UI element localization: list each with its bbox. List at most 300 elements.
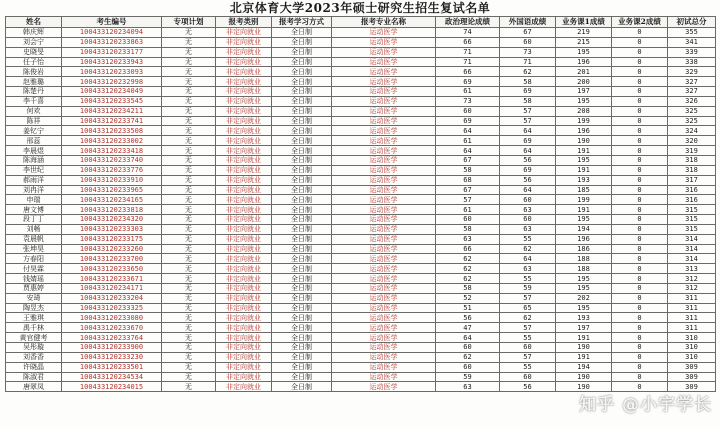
- cell-special-plan: 无: [162, 333, 216, 343]
- cell-foreign-language-score: 57: [500, 323, 556, 333]
- cell-category: 非定向就业: [216, 57, 272, 67]
- cell-subject1-score: 196: [556, 126, 612, 136]
- cell-politics-score: 67: [436, 185, 500, 195]
- table-row: [6, 205, 716, 215]
- cell-name: 陈楚丹: [6, 87, 62, 97]
- cell-total-score: 317: [668, 175, 716, 185]
- cell-politics-score: 62: [436, 264, 500, 274]
- cell-category: 非定向就业: [216, 362, 272, 372]
- cell-candidate-id: 100433120233700: [62, 254, 162, 264]
- cell-subject1-score: 219: [556, 28, 612, 38]
- cell-name: 黄官健考: [6, 333, 62, 343]
- cell-total-score: 319: [668, 146, 716, 156]
- cell-foreign-language-score: 69: [500, 87, 556, 97]
- cell-politics-score: 60: [436, 106, 500, 116]
- cell-candidate-id: 100433120234534: [62, 372, 162, 382]
- cell-subject2-score: 0: [612, 185, 668, 195]
- cell-candidate-id: 100433120233093: [62, 67, 162, 77]
- cell-special-plan: 无: [162, 352, 216, 362]
- cell-politics-score: 74: [436, 28, 500, 38]
- header-candidate-id: 考生编号: [62, 17, 162, 28]
- cell-subject1-score: 196: [556, 57, 612, 67]
- cell-foreign-language-score: 63: [500, 205, 556, 215]
- cell-category: 非定向就业: [216, 352, 272, 362]
- table-row: [6, 313, 716, 323]
- cell-category: 非定向就业: [216, 343, 272, 353]
- cell-total-score: 339: [668, 47, 716, 57]
- cell-subject1-score: 193: [556, 175, 612, 185]
- cell-subject1-score: 190: [556, 136, 612, 146]
- header-subject1-score: 业务课1成绩: [556, 17, 612, 28]
- cell-politics-score: 58: [436, 224, 500, 234]
- cell-subject1-score: 194: [556, 362, 612, 372]
- cell-foreign-language-score: 57: [500, 106, 556, 116]
- header-name: 姓名: [6, 17, 62, 28]
- cell-study-mode: 全日制: [272, 224, 332, 234]
- table-row: [6, 67, 716, 77]
- cell-category: 非定向就业: [216, 215, 272, 225]
- cell-major: 运动医学: [332, 323, 436, 333]
- cell-candidate-id: 100433120234320: [62, 215, 162, 225]
- cell-subject1-score: 196: [556, 234, 612, 244]
- cell-subject1-score: 195: [556, 47, 612, 57]
- cell-subject1-score: 191: [556, 165, 612, 175]
- cell-category: 非定向就业: [216, 205, 272, 215]
- cell-study-mode: 全日制: [272, 28, 332, 38]
- cell-name: 吴彤璇: [6, 343, 62, 353]
- cell-total-score: 309: [668, 362, 716, 372]
- table-row: [6, 47, 716, 57]
- cell-candidate-id: 100433120234211: [62, 106, 162, 116]
- cell-politics-score: 60: [436, 215, 500, 225]
- cell-study-mode: 全日制: [272, 215, 332, 225]
- cell-special-plan: 无: [162, 146, 216, 156]
- cell-subject2-score: 0: [612, 77, 668, 87]
- cell-study-mode: 全日制: [272, 77, 332, 87]
- cell-subject1-score: 201: [556, 67, 612, 77]
- cell-study-mode: 全日制: [272, 155, 332, 165]
- cell-politics-score: 69: [436, 77, 500, 87]
- cell-study-mode: 全日制: [272, 352, 332, 362]
- cell-subject1-score: 195: [556, 274, 612, 284]
- cell-category: 非定向就业: [216, 293, 272, 303]
- cell-study-mode: 全日制: [272, 323, 332, 333]
- cell-subject2-score: 0: [612, 264, 668, 274]
- table-row: [6, 323, 716, 333]
- cell-special-plan: 无: [162, 57, 216, 67]
- table-row: [6, 283, 716, 293]
- cell-special-plan: 无: [162, 293, 216, 303]
- cell-name: 许晓晶: [6, 362, 62, 372]
- cell-major: 运动医学: [332, 333, 436, 343]
- header-subject2-score: 业务课2成绩: [612, 17, 668, 28]
- cell-politics-score: 71: [436, 47, 500, 57]
- cell-candidate-id: 100433120233303: [62, 224, 162, 234]
- table-row: [6, 352, 716, 362]
- cell-name: 姜钇宁: [6, 126, 62, 136]
- cell-special-plan: 无: [162, 67, 216, 77]
- cell-subject1-score: 191: [556, 146, 612, 156]
- cell-candidate-id: 100433120234094: [62, 28, 162, 38]
- cell-subject1-score: 193: [556, 313, 612, 323]
- cell-politics-score: 73: [436, 96, 500, 106]
- cell-foreign-language-score: 60: [500, 37, 556, 47]
- cell-subject2-score: 0: [612, 96, 668, 106]
- cell-major: 运动医学: [332, 313, 436, 323]
- cell-special-plan: 无: [162, 195, 216, 205]
- cell-subject1-score: 215: [556, 37, 612, 47]
- cell-name: 刘会宁: [6, 37, 62, 47]
- cell-study-mode: 全日制: [272, 195, 332, 205]
- cell-politics-score: 61: [436, 136, 500, 146]
- cell-total-score: 309: [668, 382, 716, 392]
- cell-foreign-language-score: 58: [500, 96, 556, 106]
- cell-name: 袁晨帆: [6, 234, 62, 244]
- cell-special-plan: 无: [162, 155, 216, 165]
- cell-subject1-score: 208: [556, 106, 612, 116]
- table-row: [6, 155, 716, 165]
- cell-foreign-language-score: 60: [500, 372, 556, 382]
- cell-study-mode: 全日制: [272, 313, 332, 323]
- cell-study-mode: 全日制: [272, 274, 332, 284]
- cell-name: 贾惠婷: [6, 283, 62, 293]
- table-row: [6, 224, 716, 234]
- cell-special-plan: 无: [162, 77, 216, 87]
- cell-name: 安琦: [6, 293, 62, 303]
- cell-subject1-score: 195: [556, 215, 612, 225]
- cell-name: 陶昱杰: [6, 303, 62, 313]
- table-row: [6, 195, 716, 205]
- header-special-plan: 专项计划: [162, 17, 216, 28]
- cell-candidate-id: 100433120233671: [62, 274, 162, 284]
- cell-total-score: 314: [668, 234, 716, 244]
- table-row: [6, 106, 716, 116]
- cell-subject1-score: 186: [556, 244, 612, 254]
- cell-major: 运动医学: [332, 293, 436, 303]
- cell-special-plan: 无: [162, 185, 216, 195]
- cell-total-score: 326: [668, 96, 716, 106]
- cell-study-mode: 全日制: [272, 165, 332, 175]
- cell-subject2-score: 0: [612, 57, 668, 67]
- table-row: [6, 254, 716, 264]
- cell-study-mode: 全日制: [272, 96, 332, 106]
- cell-candidate-id: 100433120233863: [62, 37, 162, 47]
- cell-subject2-score: 0: [612, 215, 668, 225]
- watermark: 知乎 @小宇学长: [579, 395, 712, 415]
- cell-subject1-score: 199: [556, 195, 612, 205]
- cell-subject1-score: 195: [556, 96, 612, 106]
- cell-major: 运动医学: [332, 343, 436, 353]
- cell-candidate-id: 100433120233764: [62, 333, 162, 343]
- cell-special-plan: 无: [162, 382, 216, 392]
- cell-subject2-score: 0: [612, 47, 668, 57]
- cell-category: 非定向就业: [216, 77, 272, 87]
- cell-study-mode: 全日制: [272, 234, 332, 244]
- cell-study-mode: 全日制: [272, 333, 332, 343]
- cell-major: 运动医学: [332, 146, 436, 156]
- cell-special-plan: 无: [162, 274, 216, 284]
- cell-total-score: 310: [668, 333, 716, 343]
- cell-total-score: 318: [668, 155, 716, 165]
- cell-major: 运动医学: [332, 67, 436, 77]
- cell-foreign-language-score: 55: [500, 362, 556, 372]
- cell-study-mode: 全日制: [272, 116, 332, 126]
- cell-total-score: 316: [668, 195, 716, 205]
- cell-major: 运动医学: [332, 352, 436, 362]
- cell-total-score: 329: [668, 67, 716, 77]
- cell-foreign-language-score: 58: [500, 77, 556, 87]
- cell-study-mode: 全日制: [272, 47, 332, 57]
- cell-subject1-score: 190: [556, 372, 612, 382]
- cell-special-plan: 无: [162, 215, 216, 225]
- cell-subject1-score: 200: [556, 77, 612, 87]
- cell-foreign-language-score: 64: [500, 146, 556, 156]
- cell-total-score: 310: [668, 343, 716, 353]
- cell-candidate-id: 100433120233260: [62, 244, 162, 254]
- cell-total-score: 325: [668, 116, 716, 126]
- cell-total-score: 324: [668, 126, 716, 136]
- header-category: 报考类别: [216, 17, 272, 28]
- cell-subject2-score: 0: [612, 303, 668, 313]
- cell-candidate-id: 100433120234165: [62, 195, 162, 205]
- cell-subject2-score: 0: [612, 126, 668, 136]
- cell-candidate-id: 100433120233741: [62, 116, 162, 126]
- cell-politics-score: 66: [436, 67, 500, 77]
- page-title: 北京体育大学2023年硕士研究生招生复试名单: [229, 1, 491, 15]
- cell-total-score: 314: [668, 244, 716, 254]
- cell-study-mode: 全日制: [272, 146, 332, 156]
- cell-category: 非定向就业: [216, 47, 272, 57]
- cell-name: 任子怡: [6, 57, 62, 67]
- cell-major: 运动医学: [332, 116, 436, 126]
- cell-major: 运动医学: [332, 362, 436, 372]
- cell-study-mode: 全日制: [272, 57, 332, 67]
- cell-subject2-score: 0: [612, 37, 668, 47]
- cell-politics-score: 64: [436, 333, 500, 343]
- cell-study-mode: 全日制: [272, 175, 332, 185]
- cell-total-score: 325: [668, 106, 716, 116]
- cell-total-score: 315: [668, 224, 716, 234]
- cell-total-score: 327: [668, 87, 716, 97]
- cell-politics-score: 64: [436, 146, 500, 156]
- table-row: [6, 57, 716, 67]
- table-row: [6, 175, 716, 185]
- cell-special-plan: 无: [162, 372, 216, 382]
- cell-study-mode: 全日制: [272, 87, 332, 97]
- cell-candidate-id: 100433120233418: [62, 146, 162, 156]
- cell-special-plan: 无: [162, 313, 216, 323]
- cell-foreign-language-score: 59: [500, 283, 556, 293]
- cell-category: 非定向就业: [216, 234, 272, 244]
- cell-politics-score: 61: [436, 205, 500, 215]
- cell-major: 运动医学: [332, 283, 436, 293]
- cell-candidate-id: 100433120233818: [62, 205, 162, 215]
- cell-special-plan: 无: [162, 37, 216, 47]
- cell-name: 唐文博: [6, 205, 62, 215]
- table-row: [6, 343, 716, 353]
- cell-major: 运动医学: [332, 106, 436, 116]
- cell-politics-score: 63: [436, 382, 500, 392]
- cell-name: 禹千林: [6, 323, 62, 333]
- cell-name: 付昊霖: [6, 264, 62, 274]
- cell-foreign-language-score: 63: [500, 264, 556, 274]
- cell-major: 运动医学: [332, 165, 436, 175]
- cell-special-plan: 无: [162, 362, 216, 372]
- cell-subject2-score: 0: [612, 313, 668, 323]
- cell-category: 非定向就业: [216, 333, 272, 343]
- cell-subject2-score: 0: [612, 205, 668, 215]
- cell-major: 运动医学: [332, 205, 436, 215]
- table-row: [6, 372, 716, 382]
- cell-major: 运动医学: [332, 254, 436, 264]
- cell-subject1-score: 188: [556, 264, 612, 274]
- cell-politics-score: 68: [436, 175, 500, 185]
- cell-total-score: 311: [668, 293, 716, 303]
- cell-foreign-language-score: 56: [500, 382, 556, 392]
- cell-study-mode: 全日制: [272, 106, 332, 116]
- cell-special-plan: 无: [162, 343, 216, 353]
- table-row: [6, 165, 716, 175]
- cell-subject2-score: 0: [612, 283, 668, 293]
- cell-special-plan: 无: [162, 224, 216, 234]
- cell-foreign-language-score: 73: [500, 47, 556, 57]
- cell-category: 非定向就业: [216, 28, 272, 38]
- cell-candidate-id: 100433120234015: [62, 382, 162, 392]
- cell-candidate-id: 100433120233900: [62, 343, 162, 353]
- cell-candidate-id: 100433120233002: [62, 136, 162, 146]
- cell-name: 李千喜: [6, 96, 62, 106]
- cell-politics-score: 62: [436, 254, 500, 264]
- cell-politics-score: 66: [436, 37, 500, 47]
- table-row: [6, 126, 716, 136]
- cell-name: 陈祥: [6, 116, 62, 126]
- cell-politics-score: 62: [436, 352, 500, 362]
- table-row: [6, 362, 716, 372]
- cell-foreign-language-score: 67: [500, 28, 556, 38]
- cell-subject1-score: 191: [556, 205, 612, 215]
- cell-foreign-language-score: 60: [500, 343, 556, 353]
- cell-major: 运动医学: [332, 215, 436, 225]
- cell-special-plan: 无: [162, 126, 216, 136]
- cell-study-mode: 全日制: [272, 244, 332, 254]
- cell-foreign-language-score: 60: [500, 215, 556, 225]
- cell-subject2-score: 0: [612, 234, 668, 244]
- cell-total-score: 320: [668, 136, 716, 146]
- cell-category: 非定向就业: [216, 175, 272, 185]
- cell-candidate-id: 100433120233501: [62, 362, 162, 372]
- cell-major: 运动医学: [332, 37, 436, 47]
- cell-foreign-language-score: 62: [500, 244, 556, 254]
- cell-total-score: 311: [668, 313, 716, 323]
- cell-politics-score: 71: [436, 57, 500, 67]
- cell-subject2-score: 0: [612, 323, 668, 333]
- cell-politics-score: 51: [436, 303, 500, 313]
- cell-foreign-language-score: 63: [500, 224, 556, 234]
- cell-special-plan: 无: [162, 136, 216, 146]
- cell-category: 非定向就业: [216, 155, 272, 165]
- cell-name: 何欢: [6, 106, 62, 116]
- cell-name: 钱婧瑶: [6, 274, 62, 284]
- cell-major: 运动医学: [332, 382, 436, 392]
- cell-major: 运动医学: [332, 136, 436, 146]
- cell-category: 非定向就业: [216, 372, 272, 382]
- cell-candidate-id: 100433120233740: [62, 155, 162, 165]
- table-row: [6, 264, 716, 274]
- cell-candidate-id: 100433120233080: [62, 313, 162, 323]
- cell-major: 运动医学: [332, 244, 436, 254]
- cell-subject1-score: 202: [556, 293, 612, 303]
- cell-foreign-language-score: 56: [500, 155, 556, 165]
- cell-subject1-score: 185: [556, 185, 612, 195]
- cell-special-plan: 无: [162, 264, 216, 274]
- cell-total-score: 355: [668, 28, 716, 38]
- cell-category: 非定向就业: [216, 67, 272, 77]
- cell-study-mode: 全日制: [272, 205, 332, 215]
- cell-name: 刘冉洋: [6, 185, 62, 195]
- table-row: [6, 234, 716, 244]
- cell-subject2-score: 0: [612, 352, 668, 362]
- cell-study-mode: 全日制: [272, 293, 332, 303]
- cell-category: 非定向就业: [216, 323, 272, 333]
- table-header-row: [6, 17, 716, 28]
- cell-foreign-language-score: 64: [500, 254, 556, 264]
- cell-candidate-id: 100433120233230: [62, 352, 162, 362]
- cell-subject2-score: 0: [612, 195, 668, 205]
- cell-candidate-id: 100433120233545: [62, 96, 162, 106]
- cell-category: 非定向就业: [216, 185, 272, 195]
- cell-name: 李世纪: [6, 165, 62, 175]
- cell-study-mode: 全日制: [272, 343, 332, 353]
- cell-major: 运动医学: [332, 185, 436, 195]
- cell-politics-score: 58: [436, 283, 500, 293]
- cell-foreign-language-score: 69: [500, 165, 556, 175]
- cell-special-plan: 无: [162, 234, 216, 244]
- cell-study-mode: 全日制: [272, 126, 332, 136]
- cell-total-score: 315: [668, 215, 716, 225]
- cell-total-score: 338: [668, 57, 716, 67]
- cell-major: 运动医学: [332, 303, 436, 313]
- cell-total-score: 315: [668, 205, 716, 215]
- cell-total-score: 316: [668, 185, 716, 195]
- cell-candidate-id: 100433120233965: [62, 185, 162, 195]
- cell-politics-score: 60: [436, 343, 500, 353]
- cell-category: 非定向就业: [216, 136, 272, 146]
- cell-foreign-language-score: 60: [500, 195, 556, 205]
- cell-study-mode: 全日制: [272, 372, 332, 382]
- cell-major: 运动医学: [332, 96, 436, 106]
- cell-major: 运动医学: [332, 87, 436, 97]
- cell-major: 运动医学: [332, 274, 436, 284]
- cell-name: 唐翠凤: [6, 382, 62, 392]
- cell-total-score: 314: [668, 254, 716, 264]
- cell-major: 运动医学: [332, 234, 436, 244]
- cell-candidate-id: 100433120234171: [62, 283, 162, 293]
- cell-politics-score: 67: [436, 155, 500, 165]
- cell-subject1-score: 191: [556, 352, 612, 362]
- cell-subject2-score: 0: [612, 106, 668, 116]
- cell-foreign-language-score: 56: [500, 175, 556, 185]
- cell-special-plan: 无: [162, 28, 216, 38]
- cell-total-score: 327: [668, 77, 716, 87]
- cell-candidate-id: 100433120233508: [62, 126, 162, 136]
- cell-category: 非定向就业: [216, 313, 272, 323]
- cell-category: 非定向就业: [216, 165, 272, 175]
- cell-subject2-score: 0: [612, 136, 668, 146]
- cell-total-score: 312: [668, 283, 716, 293]
- cell-subject1-score: 199: [556, 116, 612, 126]
- cell-special-plan: 无: [162, 165, 216, 175]
- cell-major: 运动医学: [332, 372, 436, 382]
